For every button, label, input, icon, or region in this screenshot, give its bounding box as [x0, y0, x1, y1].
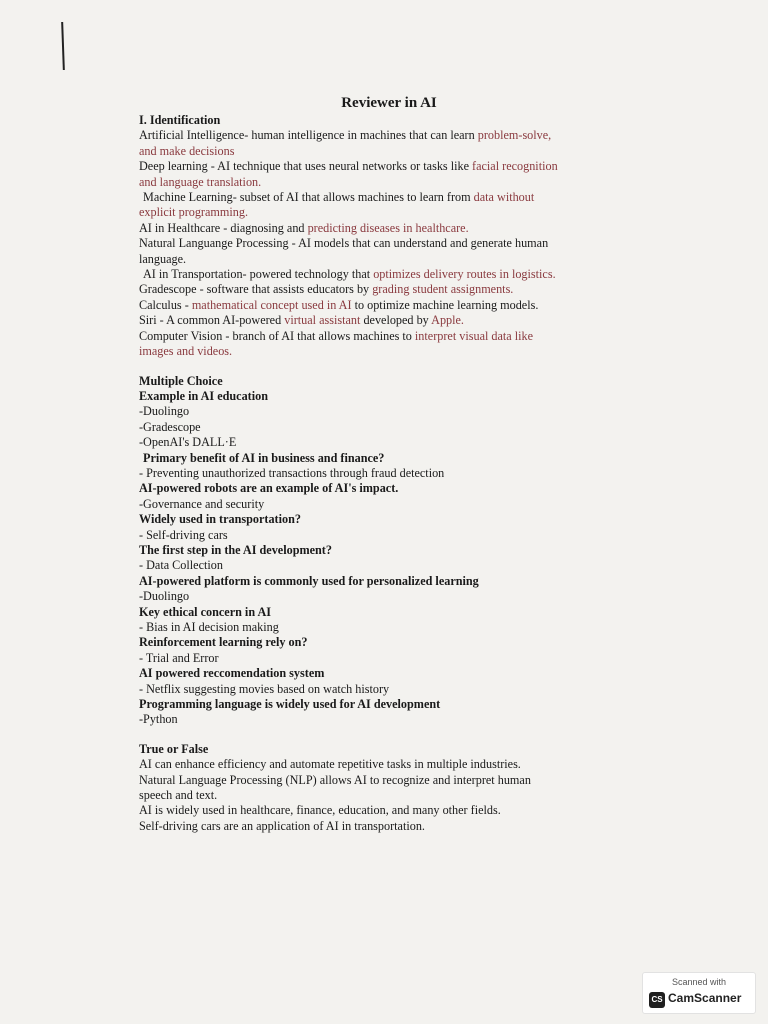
question: AI powered reccomendation system [139, 666, 325, 681]
badge-caption: Scanned with [671, 977, 727, 987]
question: Programming language is widely used for AI development [139, 697, 441, 712]
badge-name: CamScanner [668, 991, 742, 1005]
section-spacer [139, 728, 659, 742]
section-spacer [139, 360, 659, 374]
answer: - Preventing unauthorized transactions through fraud detection [139, 465, 445, 480]
answer: - Trial and Error [139, 650, 219, 665]
statement-cont: speech and text. [139, 788, 218, 803]
answer: -Governance and security [139, 496, 265, 511]
identification-item: Gradescope - software that assists educators by grading student assignments. [139, 282, 514, 297]
question: Key ethical concern in AI [139, 604, 272, 619]
page-title: Reviewer in AI [341, 95, 437, 111]
identification-item: Natural Languange Processing - AI models that can understand and generate human [139, 236, 549, 251]
identification-list [139, 128, 659, 359]
identification-item: Machine Learning- subset of AI that allows machines to learn from data without [143, 190, 535, 205]
answer: -Python [139, 712, 178, 727]
answer: -OpenAI's DALL·E [139, 435, 237, 450]
question: The first step in the AI development? [139, 542, 332, 557]
statement: AI can enhance efficiency and automate repetitive tasks in multiple industries. [139, 757, 521, 772]
identification-item-cont: and language translation. [139, 174, 262, 189]
answer: -Duolingo [139, 589, 190, 604]
identification-item: Deep learning - AI technique that uses neural networks or tasks like facial recognition [139, 159, 558, 174]
question: Primary benefit of AI in business and finance? [143, 450, 385, 465]
identification-item: AI in Healthcare - diagnosing and predicting diseases in healthcare. [139, 220, 469, 235]
answer: - Netflix suggesting movies based on watch history [139, 681, 390, 696]
question: Widely used in transportation? [139, 512, 301, 527]
identification-item-cont: explicit programming. [139, 205, 248, 220]
section-heading-multiple-choice: Multiple Choice [139, 373, 223, 388]
identification-item: Artificial Intelligence- human intelligence in machines that can learn problem-solve, [139, 128, 552, 143]
page-edge-mark [61, 22, 65, 70]
question: AI-powered platform is commonly used for personalized learning [139, 573, 479, 588]
identification-item: Siri - A common AI-powered virtual assistant developed by Apple. [139, 313, 464, 328]
statement: AI is widely used in healthcare, finance, education, and many other fields. [139, 803, 501, 818]
statement: Self-driving cars are an application of AI in transportation. [139, 818, 425, 833]
identification-item-cont: images and videos. [139, 344, 233, 359]
answer: -Gradescope [139, 419, 201, 434]
question: AI-powered robots are an example of AI's impact. [139, 481, 399, 496]
question: Reinforcement learning rely on? [139, 635, 308, 650]
identification-item: AI in Transportation- powered technology that optimizes delivery routes in logistics. [143, 267, 556, 282]
question: Example in AI education [139, 388, 269, 403]
answer: - Bias in AI decision making [139, 620, 279, 634]
identification-item-cont: and make decisions [139, 143, 235, 158]
identification-item: Computer Vision - branch of AI that allows machines to interpret visual data like [139, 328, 534, 343]
section-heading-identification: I. Identification [139, 113, 221, 127]
answer: - Data Collection [139, 558, 223, 573]
document-body [139, 94, 659, 834]
statement: Natural Language Processing (NLP) allows AI to recognize and interpret human [139, 772, 531, 787]
camscanner-logo-icon: CS [649, 992, 665, 1008]
camscanner-badge [642, 972, 756, 1014]
answer: -Duolingo [139, 404, 190, 419]
section-heading-true-false: True or False [139, 741, 209, 756]
identification-item-cont: language. [139, 251, 187, 266]
answer: - Self-driving cars [139, 527, 228, 542]
identification-item: Calculus - mathematical concept used in AI to optimize machine learning models. [139, 297, 539, 312]
